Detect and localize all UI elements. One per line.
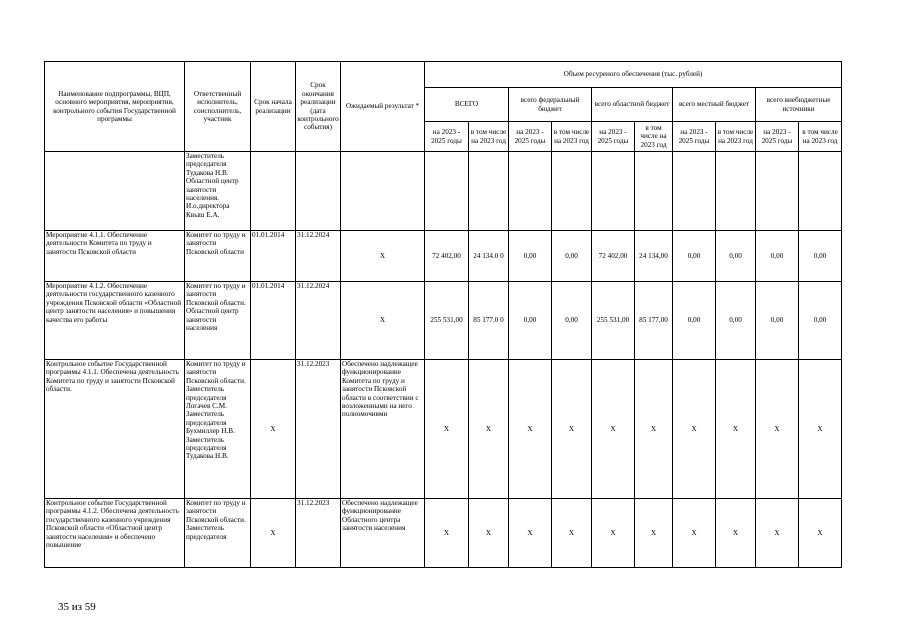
cell-value	[756, 152, 799, 231]
cell-start: 01.01.2014	[251, 231, 296, 282]
cell-value: X	[592, 499, 635, 568]
cell-name	[45, 152, 185, 231]
sub-year: в том числе на 2023 год	[799, 122, 842, 152]
cell-value: X	[799, 499, 842, 568]
cell-value: X	[509, 499, 552, 568]
cell-value	[635, 152, 673, 231]
cell-responsible: Заместитель председателя Тудакова Н.В. Областной центр занятости населения. И.о.директора Квыш Е.А.	[185, 152, 251, 231]
cell-value	[469, 152, 509, 231]
cell-value: 85 177.0 0	[469, 282, 509, 360]
cell-start: 01.01.2014	[251, 282, 296, 360]
cell-name: Мероприятие 4.1.1. Обеспечение деятельности Комитета по труду и занятости Псковской области	[45, 231, 185, 282]
sub-total: на 2023 - 2025 годы	[425, 122, 469, 152]
cell-end: 31.12.2024	[296, 282, 341, 360]
cell-responsible: Комитет по труду и занятости Псковской области. Областной центр занятости населения	[185, 282, 251, 360]
header-name: Наименование подпрограммы, ВЦП, основного мероприятия, мероприятия, контрольного события Государственной программы	[45, 62, 185, 152]
cell-value: 255 531,00	[592, 282, 635, 360]
cell-value: X	[509, 360, 552, 499]
cell-result	[341, 152, 425, 231]
cell-value	[592, 152, 635, 231]
cell-value: X	[716, 499, 756, 568]
cell-value: 72 402,00	[425, 231, 469, 282]
cell-value	[552, 152, 592, 231]
sub-year: в том числе на 2023 год	[552, 122, 592, 152]
header-responsible: Ответственный исполнитель, соисполнитель, участник	[185, 62, 251, 152]
sub-total: на 2023 - 2025 годы	[673, 122, 716, 152]
page-number: 35 из 59	[58, 601, 96, 613]
cell-value	[673, 152, 716, 231]
sub-total: на 2023 - 2025 годы	[592, 122, 635, 152]
cell-result: Обеспечено надлежащее функционирование Комитета по труду и занятости Псковской области в соответствии с возложенными на него полномочиями	[341, 360, 425, 499]
cell-value: 0,00	[756, 231, 799, 282]
cell-start: X	[251, 499, 296, 568]
sub-year: в том числе на 2023 год	[469, 122, 509, 152]
cell-value: X	[635, 499, 673, 568]
table-row	[45, 282, 842, 360]
table-row	[45, 499, 842, 568]
cell-value: 0,00	[799, 231, 842, 282]
cell-value	[799, 152, 842, 231]
cell-value: X	[552, 499, 592, 568]
sub-year: в том числе на 2023 год	[635, 122, 673, 152]
cell-result: X	[341, 282, 425, 360]
cell-end: 31.12.2023	[296, 360, 341, 499]
cell-value: 0,00	[716, 231, 756, 282]
cell-value	[716, 152, 756, 231]
header-group-federal: всего федеральный бюджет	[509, 88, 592, 122]
cell-end: 31.12.2024	[296, 231, 341, 282]
cell-value: 85 177,00	[635, 282, 673, 360]
cell-value: X	[552, 360, 592, 499]
cell-value: X	[756, 360, 799, 499]
cell-value: 0,00	[509, 231, 552, 282]
cell-value: X	[635, 360, 673, 499]
program-table	[44, 61, 842, 568]
table-row	[45, 231, 842, 282]
cell-name: Мероприятие 4.1.2. Обеспечение деятельности государственного казенного учреждения Псковской области «Областной центр занятости населения» и повышения качества его работы	[45, 282, 185, 360]
header-end: Срок окончания реализации (дата контрольного события)	[296, 62, 341, 152]
cell-end	[296, 152, 341, 231]
header-start: Срок начала реализации	[251, 62, 296, 152]
sub-total: на 2023 - 2025 годы	[509, 122, 552, 152]
cell-value: X	[469, 360, 509, 499]
cell-name: Контрольное событие Государственной программы 4.1.2. Обеспечена деятельность государственного казенного учреждения Псковской области «Областной центр занятости населения» и обеспечено повышение	[45, 499, 185, 568]
table-row	[45, 152, 842, 231]
cell-value: X	[592, 360, 635, 499]
cell-value: X	[673, 360, 716, 499]
cell-value: 0,00	[552, 282, 592, 360]
cell-value: 0,00	[509, 282, 552, 360]
cell-value: X	[469, 499, 509, 568]
cell-value: 255 531,00	[425, 282, 469, 360]
cell-responsible: Комитет по труду и занятости Псковской области. Заместитель председателя	[185, 499, 251, 568]
cell-responsible: Комитет по труду и занятости Псковской области	[185, 231, 251, 282]
header-result: Ожидаемый результат *	[341, 62, 425, 152]
cell-value: X	[716, 360, 756, 499]
cell-value: 72 402,00	[592, 231, 635, 282]
cell-start	[251, 152, 296, 231]
cell-value: X	[425, 360, 469, 499]
cell-value	[509, 152, 552, 231]
header-funding: Объем ресуреного обеспечения (тыс. рублей)	[425, 62, 842, 88]
cell-value: 24 134.0 0	[469, 231, 509, 282]
cell-result: X	[341, 231, 425, 282]
cell-value: 0,00	[673, 231, 716, 282]
header-group-total: ВСЕГО	[425, 88, 509, 122]
cell-value: X	[799, 360, 842, 499]
table-row	[45, 360, 842, 499]
cell-name: Контрольное событие Государственной программы 4.1.1. Обеспечена деятельность Комитета по труду и занятости Псковской области.	[45, 360, 185, 499]
header-group-extra: всего внебюджетные источники	[756, 88, 842, 122]
header-group-regional: всего областной бюджет	[592, 88, 673, 122]
sub-total: на 2023 - 2025 годы	[756, 122, 799, 152]
cell-value	[425, 152, 469, 231]
cell-value: 24 134,00	[635, 231, 673, 282]
cell-value: 0,00	[716, 282, 756, 360]
cell-value: X	[756, 499, 799, 568]
sub-year: в том числе на 2023 год	[716, 122, 756, 152]
cell-value: 0,00	[673, 282, 716, 360]
cell-end: 31.12.2023	[296, 499, 341, 568]
cell-start: X	[251, 360, 296, 499]
header-group-local: всего местный бюджет	[673, 88, 756, 122]
cell-value: 0,00	[756, 282, 799, 360]
cell-result: Обеспечено надлежащее функционирование Областного центра занятости населения	[341, 499, 425, 568]
cell-value: 0,00	[799, 282, 842, 360]
cell-responsible: Комитет по труду и занятости Псковской области. Заместитель председателя Логачев С.М. Заместитель председателя Бухмиллер Н.В. Заместитель председателя Тудакова Н.В.	[185, 360, 251, 499]
cell-value: 0,00	[552, 231, 592, 282]
cell-value: X	[425, 499, 469, 568]
cell-value: X	[673, 499, 716, 568]
